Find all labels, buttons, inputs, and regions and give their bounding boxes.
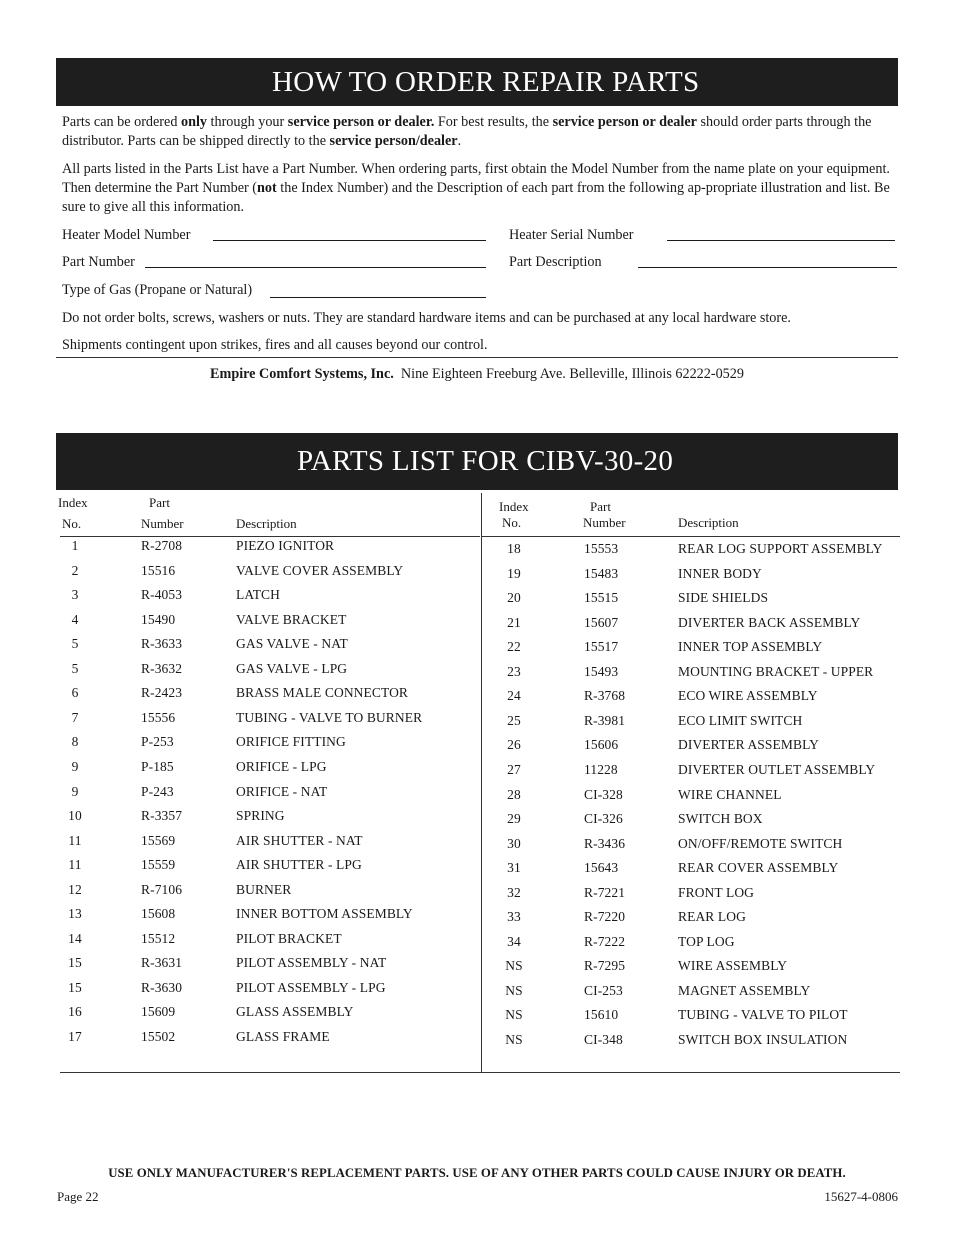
table-row (0, 908, 954, 933)
description-cell: ORIFICE FITTING (236, 734, 346, 750)
description-cell: PIEZO IGNITOR (236, 538, 335, 553)
index-cell: 6 (71, 685, 79, 701)
index-cell: 11 (68, 857, 82, 873)
index-cell: 3 (71, 587, 79, 603)
address-line: Nine Eighteen Freeburg Ave. Belleville, Illinois 62222-0529 (400, 366, 744, 382)
index-cell: NS (505, 1032, 523, 1047)
part-number-cell: R-3633 (141, 636, 183, 652)
index-cell: NS (505, 958, 523, 974)
table-row (0, 884, 954, 909)
part-number-cell: R-3768 (584, 688, 626, 704)
description-cell: BRASS MALE CONNECTOR (236, 685, 409, 701)
part-number-cell: CI-253 (584, 982, 623, 998)
part-number-cell: R-7106 (141, 881, 183, 897)
part-number-cell: R-3436 (584, 835, 626, 851)
index-cell: 1 (71, 538, 79, 553)
left-part-header-bottom: Number (141, 516, 184, 531)
description-cell: PILOT ASSEMBLY - LPG (236, 979, 386, 995)
gas-type-field[interactable] (270, 297, 486, 298)
document-number: 15627-4-0806 (824, 1189, 898, 1204)
index-cell: 25 (507, 712, 521, 728)
index-cell: 23 (507, 663, 521, 679)
table-row (0, 687, 954, 712)
description-cell: INNER TOP ASSEMBLY (678, 639, 823, 655)
index-cell: 21 (507, 614, 521, 630)
description-cell: SWITCH BOX INSULATION (678, 1032, 848, 1047)
description-cell: SWITCH BOX (678, 811, 763, 827)
table-row (0, 810, 954, 835)
index-cell: 9 (71, 758, 79, 774)
part-number-cell: 15610 (584, 1007, 619, 1023)
paragraph-text: . (457, 133, 462, 149)
description-cell: ORIFICE - NAT (236, 783, 328, 799)
description-cell: VALVE COVER ASSEMBLY (236, 562, 404, 578)
right-description-header: Description (678, 515, 739, 530)
index-cell: 7 (71, 709, 79, 725)
description-cell: INNER BODY (678, 565, 762, 581)
index-cell: 16 (68, 1004, 82, 1020)
part-number-cell: 15569 (141, 832, 176, 848)
table-row (0, 859, 954, 884)
part-number-cell: R-7295 (584, 958, 626, 974)
index-cell: NS (505, 982, 523, 998)
description-cell: PILOT BRACKET (236, 930, 342, 946)
index-cell: 15 (68, 979, 82, 995)
paragraph-text: through your (207, 114, 288, 130)
part-number-cell: R-3357 (141, 808, 183, 824)
description-cell: BURNER (236, 881, 292, 897)
left-index-header-top: Index (58, 495, 88, 510)
index-cell: 13 (68, 906, 82, 922)
part-number-cell: 15556 (141, 709, 176, 725)
part-number-cell: 15607 (584, 614, 619, 630)
part-number-cell: R-3631 (141, 955, 183, 971)
part-description-label: Part Description (509, 254, 602, 270)
emphasis-text: service person or dealer (552, 114, 697, 130)
index-cell: 22 (507, 639, 521, 655)
emphasis-text: service person or dealer. (287, 114, 435, 130)
part-number-cell: R-7222 (584, 933, 626, 949)
description-cell: WIRE ASSEMBLY (678, 958, 788, 974)
index-cell: 28 (507, 786, 521, 802)
index-cell: 12 (68, 881, 82, 897)
index-cell: 24 (507, 688, 521, 704)
index-cell: 19 (507, 565, 521, 581)
description-cell: ORIFICE - LPG (236, 758, 327, 774)
part-number-cell: R-7220 (584, 909, 626, 925)
index-cell: 27 (507, 761, 521, 777)
right-index-header-top: Index (499, 499, 529, 514)
table-row (0, 933, 954, 958)
part-number-cell: 15517 (584, 639, 619, 655)
emphasis-text: only (180, 114, 207, 130)
description-cell: AIR SHUTTER - NAT (236, 832, 363, 848)
description-cell: FRONT LOG (678, 884, 755, 900)
index-cell: 17 (68, 1029, 82, 1044)
ordering-paragraph (62, 113, 892, 151)
serial-number-label: Heater Serial Number (509, 227, 634, 243)
index-cell: NS (505, 1007, 523, 1023)
description-cell: DIVERTER OUTLET ASSEMBLY (678, 761, 876, 777)
index-cell: 29 (507, 811, 521, 827)
emphasis-text: service person/dealer (329, 133, 458, 149)
part-number-cell: R-3630 (141, 979, 183, 995)
description-cell: ON/OFF/REMOTE SWITCH (678, 835, 843, 851)
part-number-cell: CI-328 (584, 786, 623, 802)
part-number-cell: R-7221 (584, 884, 626, 900)
description-cell: SIDE SHIELDS (678, 590, 769, 606)
table-bottom-rule (60, 1072, 900, 1073)
description-cell: TUBING - VALVE TO BURNER (236, 709, 423, 725)
table-row (0, 761, 954, 786)
index-cell: 5 (71, 636, 79, 652)
part-number-cell: 15553 (584, 541, 619, 556)
hardware-note: Do not order bolts, screws, washers or nuts. They are standard hardware items and can be purchased at any local hardware store. (62, 310, 791, 326)
part-number-cell: P-253 (141, 734, 174, 750)
part-number-cell: R-3981 (584, 712, 626, 728)
index-cell: 18 (507, 541, 521, 556)
paragraph-text: Parts can be ordered (62, 114, 181, 130)
part-number-cell: 15490 (141, 611, 176, 627)
part-number-cell: P-185 (141, 758, 174, 774)
part-number-paragraph (62, 160, 892, 217)
paragraph-text: All parts listed in the Parts List have a Part Number. When ordering parts, first obtain the Model Number from the name plate on your equipment. Then determine the Part Number ( (62, 161, 890, 196)
part-number-cell: 15483 (584, 565, 619, 581)
paragraph-text: the Index Number) and the Description of each part from the following ap-propriate illustration and list. Be sure to give all this information. (62, 180, 890, 215)
description-cell: ECO LIMIT SWITCH (678, 712, 803, 728)
index-cell: 31 (507, 860, 521, 876)
part-number-cell: R-2423 (141, 685, 183, 701)
shipments-note: Shipments contingent upon strikes, fires and all causes beyond our control. (62, 337, 488, 353)
description-cell: WIRE CHANNEL (678, 786, 782, 802)
model-number-label: Heater Model Number (62, 227, 191, 243)
index-cell: 34 (507, 933, 521, 949)
part-number-cell: CI-348 (584, 1032, 623, 1047)
table-row (0, 957, 954, 982)
description-cell: REAR COVER ASSEMBLY (678, 860, 839, 876)
part-number-cell: R-2708 (141, 538, 183, 553)
table-row (0, 663, 954, 688)
index-cell: 30 (507, 835, 521, 851)
description-cell: GAS VALVE - NAT (236, 636, 348, 652)
index-cell: 20 (507, 590, 521, 606)
part-number-cell: 15502 (141, 1029, 176, 1044)
part-number-cell: 11228 (584, 761, 618, 777)
description-cell: SPRING (236, 808, 285, 824)
index-cell: 11 (68, 832, 82, 848)
part-number-cell: 15609 (141, 1004, 176, 1020)
index-cell: 2 (71, 562, 79, 578)
part-number-field[interactable] (145, 267, 486, 268)
part-number-cell: 15512 (141, 930, 176, 946)
description-cell: GLASS ASSEMBLY (236, 1004, 354, 1020)
description-cell: DIVERTER BACK ASSEMBLY (678, 614, 861, 630)
table-row (0, 1031, 954, 1056)
part-number-cell: 15493 (584, 663, 619, 679)
company-address (56, 366, 898, 383)
part-description-field[interactable] (638, 267, 897, 268)
table-row (0, 638, 954, 663)
table-row (0, 565, 954, 590)
part-number-label: Part Number (62, 254, 135, 270)
description-cell: REAR LOG SUPPORT ASSEMBLY (678, 541, 883, 556)
index-cell: 33 (507, 909, 521, 925)
left-part-header-top: Part (149, 495, 170, 510)
table-row (0, 614, 954, 639)
part-number-cell: P-243 (141, 783, 174, 799)
table-row (0, 982, 954, 1007)
part-number-cell: 15515 (584, 590, 619, 606)
index-cell: 14 (68, 930, 82, 946)
part-number-cell: R-4053 (141, 587, 183, 603)
description-cell: GLASS FRAME (236, 1029, 330, 1044)
index-cell: 32 (507, 884, 521, 900)
description-cell: AIR SHUTTER - LPG (236, 857, 362, 873)
description-cell: MOUNTING BRACKET - UPPER (678, 663, 874, 679)
description-cell: TOP LOG (678, 933, 735, 949)
description-cell: REAR LOG (678, 909, 746, 925)
part-number-cell: 15643 (584, 860, 619, 876)
left-description-header: Description (236, 516, 297, 531)
description-cell: ECO WIRE ASSEMBLY (678, 688, 818, 704)
description-cell: TUBING - VALVE TO PILOT (678, 1007, 848, 1023)
table-row (0, 540, 954, 565)
part-number-cell: 15608 (141, 906, 176, 922)
index-cell: 10 (68, 808, 82, 824)
serial-number-field[interactable] (667, 240, 895, 241)
part-number-cell: 15559 (141, 857, 176, 873)
table-row (0, 736, 954, 761)
part-number-cell: 15606 (584, 737, 619, 753)
table-row (0, 1006, 954, 1031)
parts-list-title: PARTS LIST FOR CIBV-30-20 (56, 433, 898, 490)
right-part-header-top: Part (590, 499, 611, 514)
left-index-header-bottom: No. (62, 516, 82, 531)
index-cell: 8 (71, 734, 79, 750)
description-cell: GAS VALVE - LPG (236, 660, 348, 676)
table-row (0, 712, 954, 737)
description-cell: VALVE BRACKET (236, 611, 347, 627)
table-row (0, 589, 954, 614)
emphasis-text: not (257, 180, 277, 196)
index-cell: 9 (71, 783, 79, 799)
description-cell: PILOT ASSEMBLY - NAT (236, 955, 387, 971)
section-divider (56, 357, 898, 358)
paragraph-text: For best results, the (434, 114, 553, 130)
safety-warning: USE ONLY MANUFACTURER'S REPLACEMENT PARTS. USE OF ANY OTHER PARTS COULD CAUSE INJURY OR DEATH. (108, 1166, 846, 1180)
part-number-cell: CI-326 (584, 811, 623, 827)
part-number-cell: 15516 (141, 562, 176, 578)
part-number-cell: R-3632 (141, 660, 183, 676)
paragraph-text: should order parts through the distributor. Parts can be shipped directly to the (62, 114, 872, 149)
gas-type-label: Type of Gas (Propane or Natural) (62, 282, 253, 298)
company-name: Empire Comfort Systems, Inc. (210, 366, 394, 382)
index-cell: 26 (507, 737, 521, 753)
index-cell: 15 (68, 955, 82, 971)
right-index-header-bottom: No. (502, 515, 522, 530)
model-number-field[interactable] (213, 240, 486, 241)
order-section-title: HOW TO ORDER REPAIR PARTS (56, 58, 898, 106)
table-row (0, 835, 954, 860)
page-number: Page 22 (57, 1189, 99, 1204)
table-row (0, 786, 954, 811)
description-cell: DIVERTER ASSEMBLY (678, 737, 819, 753)
index-cell: 5 (71, 660, 79, 676)
description-cell: INNER BOTTOM ASSEMBLY (236, 906, 413, 922)
index-cell: 4 (71, 611, 79, 627)
description-cell: MAGNET ASSEMBLY (678, 982, 811, 998)
right-part-header-bottom: Number (583, 515, 626, 530)
description-cell: LATCH (236, 587, 280, 603)
